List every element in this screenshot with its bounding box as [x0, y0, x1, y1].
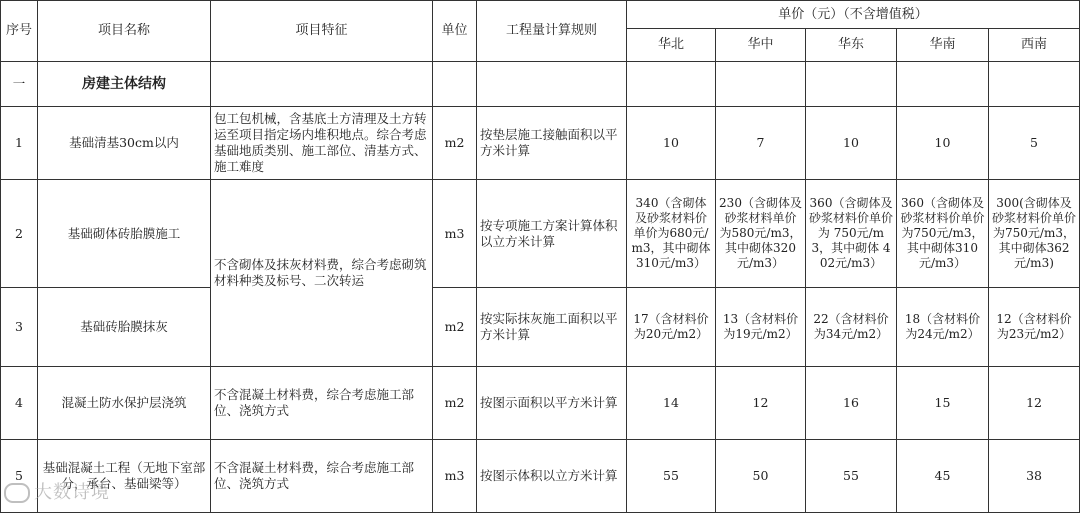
- row-seq: 4: [1, 367, 38, 440]
- row-price-xinan: 12: [989, 367, 1080, 440]
- header-region-huadong: 华东: [806, 29, 897, 62]
- section-row: [1, 62, 1080, 107]
- row-rule: 按图示面积以平方米计算: [477, 367, 627, 440]
- table-row: [1, 107, 1080, 180]
- row-price-xinan: 300(含砌体及砂浆材料价单价为750元/m3，其中砌体362元/m3): [989, 180, 1080, 288]
- row-price-xinan: 38: [989, 440, 1080, 513]
- row-price-huabei: 10: [627, 107, 716, 180]
- row-price-huabei: 340（含砌体及砂浆材料价单价为680元/m3，其中砌体 310元/m3）: [627, 180, 716, 288]
- watermark-text: 大数诗境: [34, 482, 110, 503]
- row-rule: 按实际抹灰施工面积以平方米计算: [477, 288, 627, 367]
- header-region-xinan: 西南: [989, 29, 1080, 62]
- row-feature: 包工包机械，含基底土方清理及土方转运至项目指定场内堆积地点。综合考虑基础地质类别、施工部位、清基方式、施工难度: [211, 107, 433, 180]
- table-row: [1, 288, 1080, 367]
- row-price-huazhong: 7: [716, 107, 806, 180]
- row-price-huadong: 22（含材料价为34元/m2）: [806, 288, 897, 367]
- header-region-huanan: 华南: [897, 29, 989, 62]
- row-name: 基础混凝土工程（无地下室部分，承台、基础梁等）: [38, 440, 211, 513]
- row-price-xinan: 5: [989, 107, 1080, 180]
- header-price-group: 单价（元）（不含增值税）: [627, 1, 1080, 29]
- row-unit: m2: [433, 367, 477, 440]
- table-row: [1, 180, 1080, 288]
- row-unit: m2: [433, 288, 477, 367]
- watermark: [4, 478, 110, 504]
- row-price-huabei: 17（含材料价为20元/m2）: [627, 288, 716, 367]
- row-seq: 3: [1, 288, 38, 367]
- row-seq: 2: [1, 180, 38, 288]
- table-row: [1, 367, 1080, 440]
- row-price-huabei: 14: [627, 367, 716, 440]
- watermark-logo-icon: [4, 483, 30, 503]
- row-price-huanan: 10: [897, 107, 989, 180]
- row-unit: m2: [433, 107, 477, 180]
- row-rule: 按图示体积以立方米计算: [477, 440, 627, 513]
- row-feature: 不含混凝土材料费，综合考虑施工部位、浇筑方式: [211, 367, 433, 440]
- row-price-huadong: 360（含砌体及砂浆材料价单价为 750元/m3，其中砌体 402元/m3）: [806, 180, 897, 288]
- header-row-top: [1, 1, 1080, 29]
- row-price-huazhong: 50: [716, 440, 806, 513]
- row-price-huazhong: 13（含材料价为19元/m2）: [716, 288, 806, 367]
- section-seq: 一: [1, 62, 38, 107]
- row-price-huazhong: 230（含砌体及砂浆材料单价为580元/m3，其中砌体320元/m3）: [716, 180, 806, 288]
- row-price-huadong: 55: [806, 440, 897, 513]
- row-name: 基础清基30cm以内: [38, 107, 211, 180]
- row-feature: 不含混凝土材料费，综合考虑施工部位、浇筑方式: [211, 440, 433, 513]
- header-rule: 工程量计算规则: [477, 1, 627, 62]
- header-region-huazhong: 华中: [716, 29, 806, 62]
- header-name: 项目名称: [38, 1, 211, 62]
- row-price-huanan: 15: [897, 367, 989, 440]
- row-unit: m3: [433, 180, 477, 288]
- row-feature-merged: 不含砌体及抹灰材料费，综合考虑砌筑材料种类及标号、二次转运: [211, 180, 433, 367]
- row-name: 基础砌体砖胎膜施工: [38, 180, 211, 288]
- row-price-huabei: 55: [627, 440, 716, 513]
- row-price-huanan: 18（含材料价为24元/m2）: [897, 288, 989, 367]
- row-seq: 5: [1, 440, 38, 513]
- row-seq: 1: [1, 107, 38, 180]
- header-unit: 单位: [433, 1, 477, 62]
- row-rule: 按垫层施工接触面积以平方米计算: [477, 107, 627, 180]
- row-name: 混凝土防水保护层浇筑: [38, 367, 211, 440]
- row-price-huanan: 360（含砌体及砂浆材料价单价为750元/m3，其中砌体310元/m3）: [897, 180, 989, 288]
- header-region-huabei: 华北: [627, 29, 716, 62]
- row-name: 基础砖胎膜抹灰: [38, 288, 211, 367]
- row-unit: m3: [433, 440, 477, 513]
- row-price-xinan: 12（含材料价为23元/m2）: [989, 288, 1080, 367]
- row-price-huazhong: 12: [716, 367, 806, 440]
- table-row: [1, 440, 1080, 513]
- header-feature: 项目特征: [211, 1, 433, 62]
- header-seq: 序号: [1, 1, 38, 62]
- row-price-huadong: 10: [806, 107, 897, 180]
- row-price-huanan: 45: [897, 440, 989, 513]
- section-title: 房建主体结构: [38, 62, 211, 107]
- row-price-huadong: 16: [806, 367, 897, 440]
- row-rule: 按专项施工方案计算体积以立方米计算: [477, 180, 627, 288]
